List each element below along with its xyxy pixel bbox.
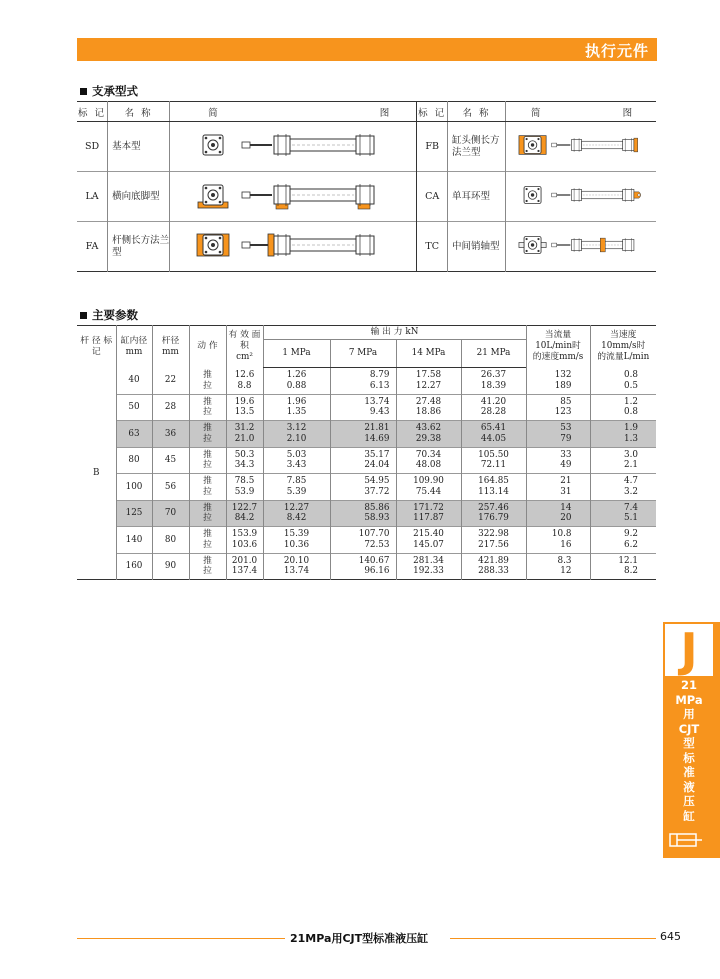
cell-speed: 21 31	[526, 474, 590, 501]
table-row	[77, 474, 656, 501]
page-number: 645	[660, 930, 681, 943]
support-types-table	[77, 101, 656, 272]
cell-f21: 65.41 44.05	[461, 421, 526, 448]
cell-speed: 8.3 12	[526, 553, 590, 580]
side-tab-char: 液	[683, 779, 695, 794]
cylinder-side-view-icon	[550, 132, 644, 158]
cell-rod: 22	[152, 368, 189, 395]
section-support-title: 支承型式	[80, 83, 138, 99]
cell-f14: 17.58 12.27	[396, 368, 461, 395]
cell-f14: 109.90 75.44	[396, 474, 461, 501]
col-speed: 当流量 10L/min时 的速度mm/s	[526, 326, 590, 368]
support-row	[77, 222, 656, 272]
footer-line-right	[450, 938, 656, 939]
cell-bore: 63	[116, 421, 152, 448]
cell-f21: 164.85 113.14	[461, 474, 526, 501]
cell-f21: 421.89 288.33	[461, 553, 526, 580]
col-action: 动 作	[189, 326, 226, 368]
col-code-right: 标 记	[417, 102, 448, 122]
col-rod-mark: 杆 径 标 记	[80, 335, 113, 357]
col-14mpa: 14 MPa	[396, 340, 461, 368]
cell-f14: 215.40 145.07	[396, 527, 461, 554]
col-7mpa: 7 MPa	[330, 340, 396, 368]
support-name: 杆侧长方法兰型	[108, 222, 170, 272]
support-diagram	[505, 222, 656, 272]
cell-flow: 4.7 3.2	[590, 474, 656, 501]
table-row	[77, 500, 656, 527]
cell-area: 153.9 103.6	[226, 527, 263, 554]
support-diagram	[505, 122, 656, 172]
cell-bore: 50	[116, 394, 152, 421]
cell-f7: 54.95 37.72	[330, 474, 396, 501]
cell-f21: 41.20 28.28	[461, 394, 526, 421]
support-diagram	[505, 172, 656, 222]
table-header-row	[77, 102, 656, 122]
cell-area: 78.5 53.9	[226, 474, 263, 501]
cell-area: 19.6 13.5	[226, 394, 263, 421]
cell-action: 推 拉	[189, 421, 226, 448]
cell-rod-mark: B	[93, 468, 100, 479]
cell-flow: 3.0 2.1	[590, 447, 656, 474]
side-tab-char: 用	[683, 707, 695, 721]
footer-line-left	[77, 938, 285, 939]
cylinder-end-view-icon	[196, 230, 230, 260]
cell-area: 12.6 8.8	[226, 368, 263, 395]
col-area: 有 效 面 积 cm²	[226, 326, 263, 368]
header-band	[77, 38, 657, 61]
table-row	[77, 447, 656, 474]
cell-f7: 13.74 9.43	[330, 394, 396, 421]
cell-f7: 107.70 72.53	[330, 527, 396, 554]
side-tab-char: 压	[683, 794, 695, 808]
cell-bore: 125	[116, 500, 152, 527]
support-code: TC	[417, 222, 448, 272]
cell-f1: 15.39 10.36	[263, 527, 330, 554]
table-row	[77, 394, 656, 421]
cylinder-end-view-icon	[196, 180, 230, 210]
side-tab-char: 缸	[683, 808, 695, 823]
cylinder-end-view-icon	[518, 132, 547, 158]
support-name: 横向底脚型	[108, 172, 170, 222]
cell-f21: 257.46 176.79	[461, 500, 526, 527]
cell-speed: 14 20	[526, 500, 590, 527]
cell-flow: 1.9 1.3	[590, 421, 656, 448]
cell-bore: 80	[116, 447, 152, 474]
cell-speed: 132 189	[526, 368, 590, 395]
cell-speed: 33 49	[526, 447, 590, 474]
cylinder-end-view-icon	[196, 130, 230, 160]
side-tab-char: 准	[683, 765, 695, 779]
cell-action: 推 拉	[189, 500, 226, 527]
cell-f14: 281.34 192.33	[396, 553, 461, 580]
support-name: 单耳环型	[448, 172, 506, 222]
col-output-force: 输 出 力 kN	[263, 326, 526, 340]
cell-flow: 1.2 0.8	[590, 394, 656, 421]
bullet-square-icon	[80, 312, 87, 319]
cell-f14: 70.34 48.08	[396, 447, 461, 474]
cylinder-end-view-icon	[518, 232, 547, 258]
header-title: 执行元件	[584, 42, 649, 60]
cell-flow: 9.2 6.2	[590, 527, 656, 554]
cell-f21: 26.37 18.39	[461, 368, 526, 395]
col-name-right: 名 称	[448, 102, 506, 122]
cell-bore: 140	[116, 527, 152, 554]
chapter-side-tab	[663, 622, 720, 858]
section-params-title: 主要参数	[80, 307, 138, 323]
cell-action: 推 拉	[189, 474, 226, 501]
side-tab-char: 标	[683, 750, 695, 765]
cell-f7: 140.67 96.16	[330, 553, 396, 580]
cell-f1: 1.96 1.35	[263, 394, 330, 421]
cell-speed: 85 123	[526, 394, 590, 421]
support-name: 缸头侧长方法兰型	[448, 122, 506, 172]
table-row	[77, 421, 656, 448]
col-code: 标 记	[77, 102, 108, 122]
support-code: LA	[77, 172, 108, 222]
cell-f7: 21.81 14.69	[330, 421, 396, 448]
parameters-table	[77, 325, 656, 580]
table-row	[77, 368, 656, 395]
col-name: 名 称	[108, 102, 170, 122]
side-tab-char: MPa	[675, 692, 703, 707]
cell-f1: 3.12 2.10	[263, 421, 330, 448]
footer-title: 21MPa用CJT型标准液压缸	[290, 932, 429, 945]
cell-f21: 105.50 72.11	[461, 447, 526, 474]
cell-f7: 85.86 58.93	[330, 500, 396, 527]
cell-rod: 70	[152, 500, 189, 527]
cell-bore: 100	[116, 474, 152, 501]
support-code: FA	[77, 222, 108, 272]
bullet-square-icon	[80, 88, 87, 95]
cell-f1: 5.03 3.43	[263, 447, 330, 474]
support-code: SD	[84, 141, 100, 152]
cell-f21: 322.98 217.56	[461, 527, 526, 554]
col-21mpa: 21 MPa	[461, 340, 526, 368]
cylinder-side-view-icon	[240, 130, 390, 160]
cell-f14: 27.48 18.86	[396, 394, 461, 421]
side-tab-char: 型	[683, 736, 695, 750]
cell-rod: 28	[152, 394, 189, 421]
cell-f1: 1.26 0.88	[263, 368, 330, 395]
side-tab-char: CJT	[678, 721, 700, 736]
support-name: 中间销轴型	[448, 222, 506, 272]
cell-area: 31.2 21.0	[226, 421, 263, 448]
side-tab-char: 21	[680, 678, 697, 692]
cell-f7: 35.17 24.04	[330, 447, 396, 474]
support-row	[77, 122, 656, 172]
chapter-vertical-title	[663, 678, 715, 823]
col-diagram-right: 简 图	[505, 102, 656, 122]
cell-flow: 0.8 0.5	[590, 368, 656, 395]
cell-action: 推 拉	[189, 527, 226, 554]
table-row	[77, 527, 656, 554]
cell-flow: 12.1 8.2	[590, 553, 656, 580]
support-diagram	[170, 172, 417, 222]
cell-f14: 171.72 117.87	[396, 500, 461, 527]
cell-area: 50.3 34.3	[226, 447, 263, 474]
cell-f7: 8.79 6.13	[330, 368, 396, 395]
col-diagram: 简 图	[170, 102, 417, 122]
cylinder-side-view-icon	[550, 182, 644, 208]
cylinder-side-view-icon	[240, 180, 390, 210]
cell-action: 推 拉	[189, 553, 226, 580]
cell-rod: 45	[152, 447, 189, 474]
cell-rod: 80	[152, 527, 189, 554]
cylinder-side-view-icon	[550, 232, 644, 258]
support-diagram	[170, 122, 417, 172]
cell-bore: 40	[116, 368, 152, 395]
col-bore: 缸内径 mm	[116, 326, 152, 368]
cell-bore: 160	[116, 553, 152, 580]
cell-rod: 56	[152, 474, 189, 501]
cell-f1: 7.85 5.39	[263, 474, 330, 501]
support-diagram	[170, 222, 417, 272]
support-name: 基本型	[108, 122, 170, 172]
table-row	[77, 553, 656, 580]
cell-speed: 53 79	[526, 421, 590, 448]
cell-rod: 36	[152, 421, 189, 448]
cell-f1: 20.10 13.74	[263, 553, 330, 580]
chapter-letter: J	[663, 622, 715, 678]
col-1mpa: 1 MPa	[263, 340, 330, 368]
support-row	[77, 172, 656, 222]
cell-area: 122.7 84.2	[226, 500, 263, 527]
cell-action: 推 拉	[189, 368, 226, 395]
cell-f14: 43.62 29.38	[396, 421, 461, 448]
cylinder-side-view-icon	[240, 230, 390, 260]
cell-rod: 90	[152, 553, 189, 580]
support-code: CA	[417, 172, 448, 222]
cell-f1: 12.27 8.42	[263, 500, 330, 527]
support-code: FB	[417, 122, 448, 172]
cylinder-end-view-icon	[518, 182, 547, 208]
cylinder-symbol-icon	[669, 832, 703, 850]
cell-flow: 7.4 5.1	[590, 500, 656, 527]
cell-action: 推 拉	[189, 394, 226, 421]
cell-action: 推 拉	[189, 447, 226, 474]
col-rod: 杆径 mm	[152, 326, 189, 368]
col-flow: 当速度 10mm/s时 的流量L/min	[590, 326, 656, 368]
cell-area: 201.0 137.4	[226, 553, 263, 580]
cell-speed: 10.8 16	[526, 527, 590, 554]
